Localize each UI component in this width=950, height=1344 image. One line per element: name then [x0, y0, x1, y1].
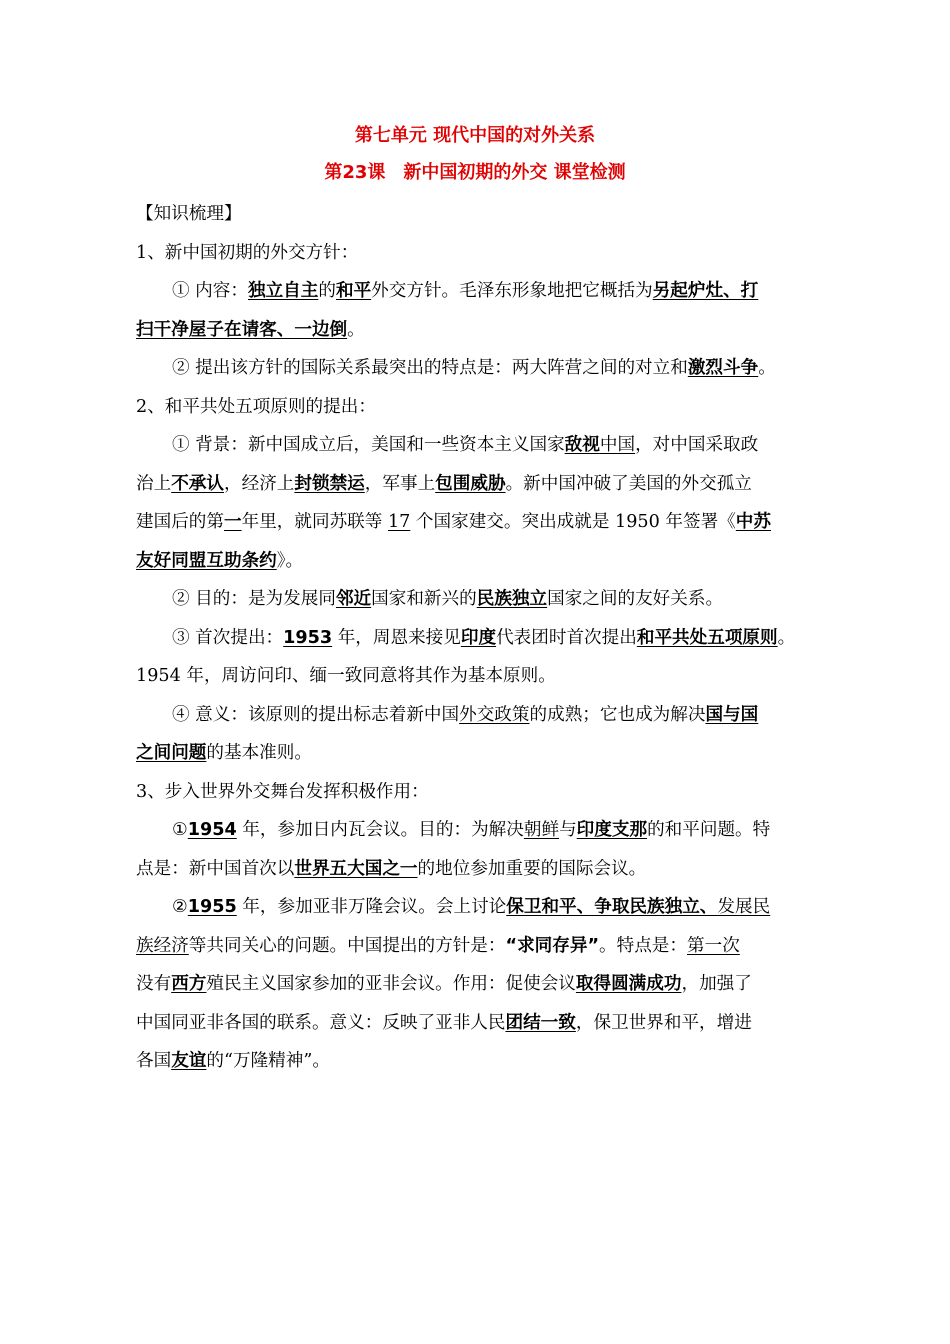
- text-line: [136, 619, 822, 658]
- text-line: [136, 927, 822, 966]
- text-segment: “求同存异”: [505, 935, 600, 956]
- text-line: [136, 1042, 822, 1081]
- text-line: [136, 311, 822, 350]
- text-segment: ②: [172, 897, 188, 917]
- underlined-answer: 印度支那: [576, 820, 648, 840]
- underlined-answer: 1955: [187, 897, 237, 917]
- text-segment: 国家之间的友好关系。: [547, 589, 724, 609]
- underlined-answer: 激烈斗争: [687, 358, 759, 378]
- text-segment: ① 背景：新中国成立后，美国和一些资本主义国家: [172, 435, 565, 455]
- text-segment: ② 目的：是为发展同: [172, 589, 336, 609]
- text-segment: 年里，就同苏联等: [241, 512, 388, 532]
- text-segment: ③ 首次提出：: [172, 627, 284, 648]
- text-line: [136, 734, 822, 773]
- text-segment: 。: [758, 358, 776, 378]
- text-segment: 的“万隆精神”。: [206, 1051, 330, 1071]
- document-body: [136, 195, 822, 1081]
- text-segment: 的成熟；它也成为解决: [529, 704, 706, 725]
- underlined-answer: 邻近: [335, 589, 372, 609]
- underlined-answer: 和平共处五项原则: [636, 627, 778, 648]
- text-segment: 》。: [276, 550, 304, 571]
- text-segment: ，加强了: [681, 974, 752, 994]
- underlined-answer: 一: [223, 512, 242, 532]
- underlined-answer: 包围威胁: [435, 473, 506, 494]
- underlined-answer: 第一次: [687, 935, 740, 956]
- text-segment: ④ 意义：该原则的提出标志着新中国: [172, 704, 460, 725]
- text-line: [136, 580, 822, 619]
- text-segment: ，保卫世界和平，增进: [575, 1012, 752, 1033]
- text-segment: 。特点是：: [599, 935, 687, 956]
- text-segment: 2、和平共处五项原则的提出：: [136, 396, 376, 417]
- underlined-answer: 17: [387, 512, 411, 532]
- underlined-answer: 友好同盟互助条约: [136, 550, 277, 571]
- underlined-answer: 团结一致: [505, 1012, 576, 1033]
- text-line: [136, 773, 822, 812]
- text-segment: ①: [172, 820, 188, 840]
- text-segment: 年，参加亚非万隆会议。会上讨论: [236, 897, 507, 917]
- text-segment: 年，参加日内瓦会议。目的：为解决: [236, 820, 524, 840]
- underlined-answer: 敌视: [564, 435, 600, 455]
- text-segment: ② 提出该方针的国际关系最突出的特点是：两大阵营之间的对立和: [172, 358, 688, 378]
- text-segment: 【知识梳理】: [136, 204, 242, 224]
- text-line: [136, 888, 822, 927]
- underlined-answer: 保卫和平、争取民族独立、: [506, 897, 718, 917]
- text-segment: 个国家建交。突出成就是 1950 年签署《: [410, 512, 736, 532]
- text-line: [136, 696, 822, 735]
- text-segment: 等共同关心的问题。中国提出的方针是：: [188, 935, 506, 956]
- underlined-answer: 国与国: [705, 704, 759, 725]
- text-segment: 1954 年，周访问印、缅一致同意将其作为基本原则。: [136, 666, 556, 686]
- underlined-answer: 1953: [283, 627, 333, 648]
- text-line: [136, 1004, 822, 1043]
- text-segment: 。新中国冲破了美国的外交孤立: [505, 473, 752, 494]
- text-line: [136, 657, 822, 696]
- underlined-answer: 西方: [171, 974, 207, 994]
- text-line: [136, 503, 822, 542]
- text-segment: 没有: [136, 974, 172, 994]
- underlined-answer: 中苏: [735, 512, 771, 532]
- unit-title: 第七单元 现代中国的对外关系: [354, 125, 596, 146]
- underlined-answer: 不承认: [171, 473, 224, 494]
- text-segment: 。: [347, 319, 365, 340]
- text-line: [136, 234, 822, 273]
- text-segment: 的和平问题。特: [647, 820, 771, 840]
- underlined-answer: 发展民: [717, 897, 771, 917]
- underlined-answer: 世界五大国之一: [294, 858, 418, 879]
- underlined-answer: 独立自主: [247, 281, 319, 301]
- underlined-answer: 取得圆满成功: [575, 974, 682, 994]
- text-segment: 殖民主义国家参加的亚非会议。作用：促使会议: [206, 974, 576, 994]
- text-line: [136, 195, 822, 234]
- underlined-answer: 族经济: [136, 935, 189, 956]
- text-segment: 治上: [136, 473, 172, 494]
- text-segment: 点是：新中国首次以: [136, 858, 295, 879]
- underlined-answer: 民族独立: [476, 589, 548, 609]
- underlined-answer: 友谊: [171, 1051, 207, 1071]
- text-segment: ① 内容：: [172, 281, 248, 301]
- underlined-answer: 印度: [460, 627, 497, 648]
- text-line: [136, 811, 822, 850]
- underlined-answer: 之间问题: [136, 743, 207, 763]
- underlined-answer: 扫干净屋子在请客、一边倒: [136, 319, 348, 340]
- text-line: [136, 272, 822, 311]
- text-line: [136, 542, 822, 581]
- underlined-answer: 和平: [335, 281, 372, 301]
- text-segment: 各国: [136, 1051, 172, 1071]
- text-segment: 外交方针。毛泽东形象地把它概括为: [371, 281, 653, 301]
- text-line: [136, 965, 822, 1004]
- text-segment: 的: [318, 281, 336, 301]
- underlined-answer: 封锁禁运: [294, 473, 365, 494]
- underlined-answer: 1954: [187, 820, 237, 840]
- text-line: [136, 426, 822, 465]
- text-segment: 年，周恩来接见: [332, 627, 461, 648]
- underlined-answer: 另起炉灶、打: [652, 281, 759, 301]
- lesson-title: 第23课 新中国初期的外交 课堂检测: [324, 162, 626, 183]
- text-segment: 的地位参加重要的国际会议。: [417, 858, 647, 879]
- text-segment: 。: [777, 627, 796, 648]
- underlined-answer: 中国: [599, 435, 636, 455]
- text-segment: ，经济上: [224, 473, 295, 494]
- text-line: [136, 349, 822, 388]
- text-segment: 的基本准则。: [206, 743, 312, 763]
- text-line: [136, 465, 822, 504]
- text-segment: ，对中国采取政: [635, 435, 759, 455]
- text-segment: ，军事上: [364, 473, 436, 494]
- text-line: [136, 850, 822, 889]
- underlined-answer: 外交政策: [459, 704, 530, 725]
- text-segment: 1、新中国初期的外交方针：: [136, 242, 359, 263]
- text-segment: 3、步入世界外交舞台发挥积极作用：: [136, 781, 429, 802]
- text-segment: 代表团时首次提出: [496, 627, 637, 648]
- underlined-answer: 朝鲜: [523, 820, 560, 840]
- text-segment: 国家和新兴的: [371, 589, 477, 609]
- text-segment: 建国后的第: [136, 512, 224, 532]
- text-segment: 与: [559, 820, 577, 840]
- text-segment: 中国同亚非各国的联系。意义：反映了亚非人民: [136, 1012, 506, 1033]
- text-line: [136, 388, 822, 427]
